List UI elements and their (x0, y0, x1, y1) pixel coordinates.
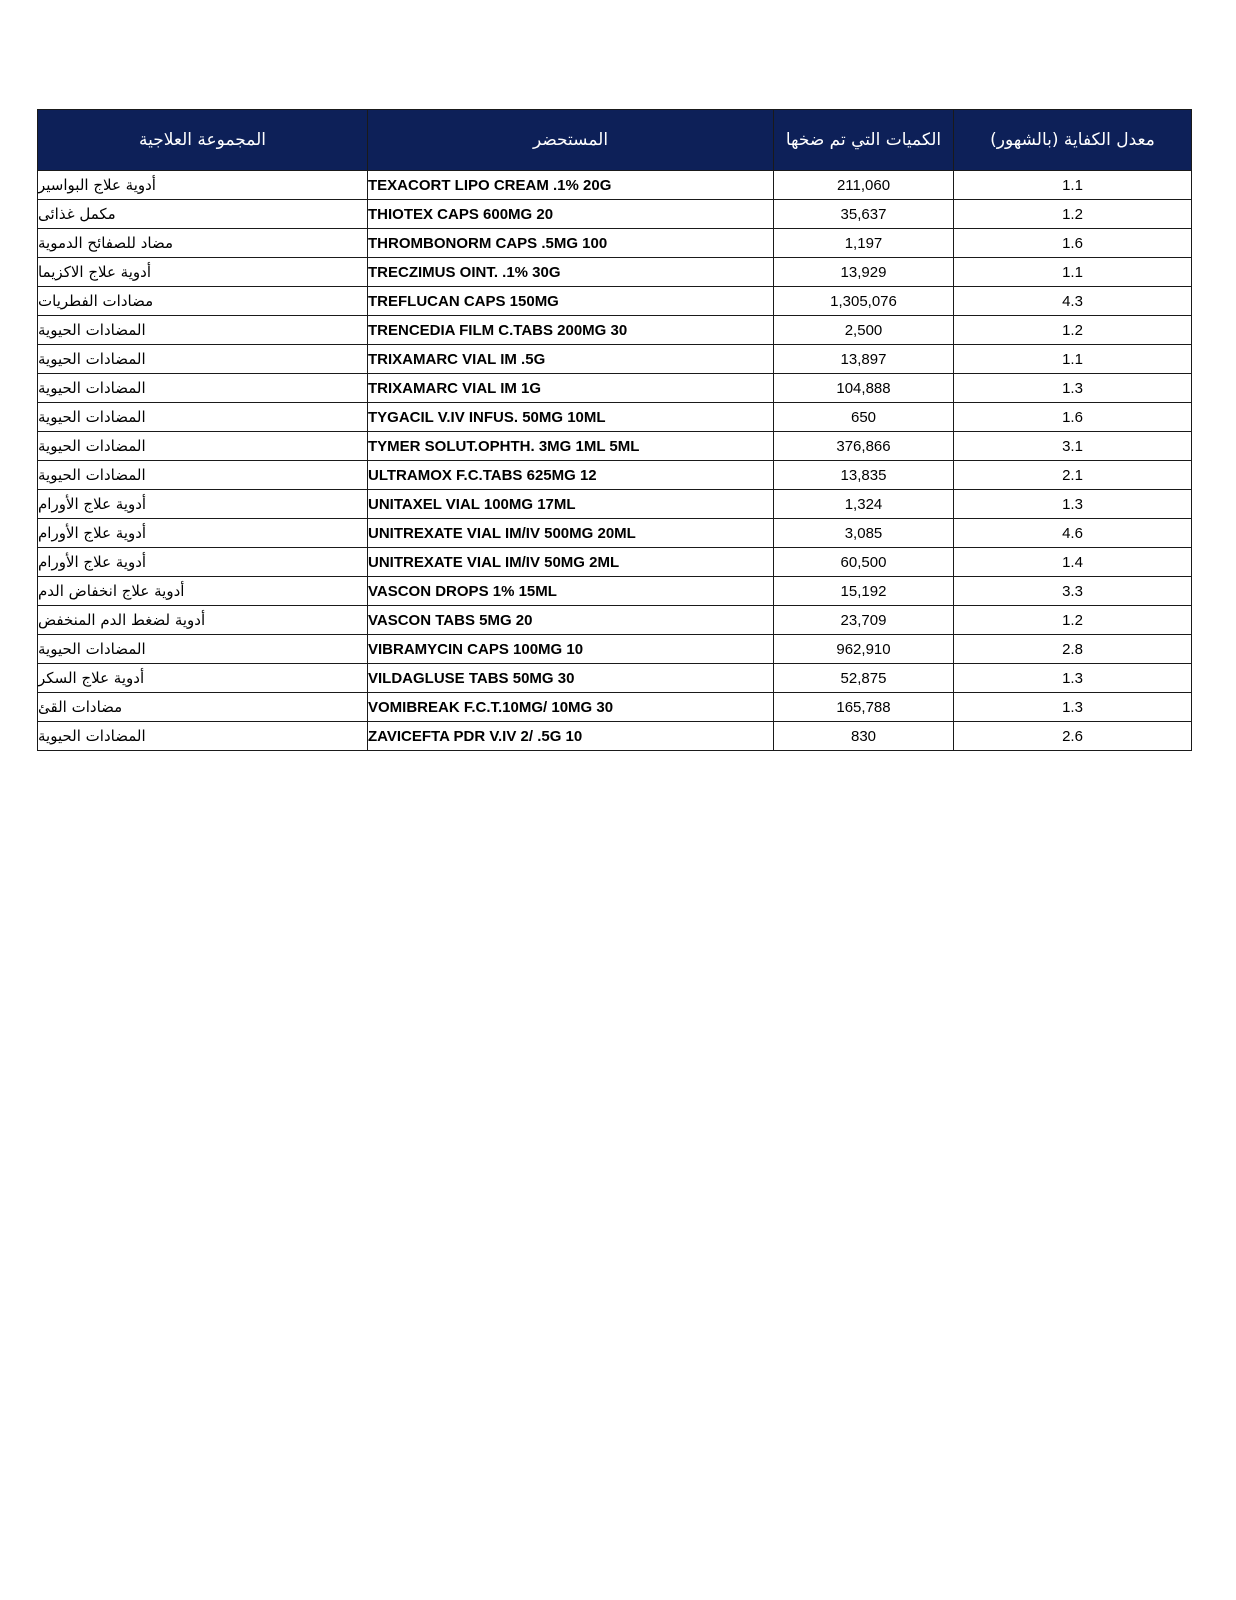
table-row (38, 432, 1192, 461)
quantity-cell: 13,835 (774, 461, 954, 490)
therapeutic-group-cell: أدوية علاج الأورام (38, 490, 368, 519)
sufficiency-rate-cell: 1.1 (954, 258, 1192, 287)
therapeutic-group-cell: مضاد للصفائح الدموية (38, 229, 368, 258)
product-name-cell: VASCON DROPS 1% 15ML (368, 577, 774, 606)
sufficiency-rate-cell: 1.2 (954, 200, 1192, 229)
header-sufficiency-rate: معدل الكفاية (بالشهور) (954, 110, 1192, 171)
therapeutic-group-cell: المضادات الحيوية (38, 345, 368, 374)
sufficiency-rate-cell: 2.6 (954, 722, 1192, 751)
product-name-cell: TRENCEDIA FILM C.TABS 200MG 30 (368, 316, 774, 345)
product-name-cell: UNITAXEL VIAL 100MG 17ML (368, 490, 774, 519)
quantity-cell: 104,888 (774, 374, 954, 403)
therapeutic-group-cell: مكمل غذائى (38, 200, 368, 229)
product-name-cell: TREFLUCAN CAPS 150MG (368, 287, 774, 316)
product-name-cell: VOMIBREAK F.C.T.10MG/ 10MG 30 (368, 693, 774, 722)
therapeutic-group-cell: المضادات الحيوية (38, 403, 368, 432)
quantity-cell: 962,910 (774, 635, 954, 664)
header-product: المستحضر (368, 110, 774, 171)
therapeutic-group-cell: أدوية علاج الاكزيما (38, 258, 368, 287)
therapeutic-group-cell: المضادات الحيوية (38, 374, 368, 403)
sufficiency-rate-cell: 1.1 (954, 171, 1192, 200)
table-row (38, 635, 1192, 664)
therapeutic-group-cell: أدوية علاج انخفاض الدم (38, 577, 368, 606)
sufficiency-rate-cell: 1.2 (954, 316, 1192, 345)
table-row (38, 287, 1192, 316)
quantity-cell: 2,500 (774, 316, 954, 345)
therapeutic-group-cell: أدوية علاج البواسير (38, 171, 368, 200)
quantity-cell: 60,500 (774, 548, 954, 577)
table-body (38, 171, 1192, 751)
sufficiency-rate-cell: 1.6 (954, 403, 1192, 432)
sufficiency-rate-cell: 4.6 (954, 519, 1192, 548)
therapeutic-group-cell: أدوية لضغط الدم المنخفض (38, 606, 368, 635)
table-header (38, 110, 1192, 171)
product-name-cell: ULTRAMOX F.C.TABS 625MG 12 (368, 461, 774, 490)
therapeutic-group-cell: المضادات الحيوية (38, 432, 368, 461)
table-row (38, 606, 1192, 635)
sufficiency-rate-cell: 2.1 (954, 461, 1192, 490)
table-row (38, 548, 1192, 577)
quantity-cell: 52,875 (774, 664, 954, 693)
sufficiency-rate-cell: 2.8 (954, 635, 1192, 664)
product-name-cell: TRIXAMARC VIAL IM .5G (368, 345, 774, 374)
quantity-cell: 1,305,076 (774, 287, 954, 316)
table-row (38, 258, 1192, 287)
sufficiency-rate-cell: 1.3 (954, 374, 1192, 403)
product-name-cell: VILDAGLUSE TABS 50MG 30 (368, 664, 774, 693)
product-name-cell: ZAVICEFTA PDR V.IV 2/ .5G 10 (368, 722, 774, 751)
sufficiency-rate-cell: 1.4 (954, 548, 1192, 577)
quantity-cell: 650 (774, 403, 954, 432)
therapeutic-group-cell: المضادات الحيوية (38, 316, 368, 345)
therapeutic-group-cell: المضادات الحيوية (38, 722, 368, 751)
product-name-cell: TYGACIL V.IV INFUS. 50MG 10ML (368, 403, 774, 432)
quantity-cell: 376,866 (774, 432, 954, 461)
therapeutic-group-cell: أدوية علاج الأورام (38, 519, 368, 548)
product-name-cell: TYMER SOLUT.OPHTH. 3MG 1ML 5ML (368, 432, 774, 461)
quantity-cell: 13,897 (774, 345, 954, 374)
product-name-cell: TRECZIMUS OINT. .1% 30G (368, 258, 774, 287)
sufficiency-rate-cell: 1.3 (954, 664, 1192, 693)
table-row (38, 577, 1192, 606)
quantity-cell: 830 (774, 722, 954, 751)
table-row (38, 693, 1192, 722)
therapeutic-group-cell: المضادات الحيوية (38, 635, 368, 664)
table-row (38, 200, 1192, 229)
table-row (38, 316, 1192, 345)
sufficiency-rate-cell: 1.1 (954, 345, 1192, 374)
quantity-cell: 211,060 (774, 171, 954, 200)
table-row (38, 461, 1192, 490)
quantity-cell: 3,085 (774, 519, 954, 548)
table-row (38, 403, 1192, 432)
product-name-cell: UNITREXATE VIAL IM/IV 50MG 2ML (368, 548, 774, 577)
drug-supply-table (37, 109, 1192, 751)
quantity-cell: 23,709 (774, 606, 954, 635)
sufficiency-rate-cell: 3.1 (954, 432, 1192, 461)
therapeutic-group-cell: مضادات الفطريات (38, 287, 368, 316)
table-row (38, 374, 1192, 403)
therapeutic-group-cell: مضادات القئ (38, 693, 368, 722)
table-row (38, 229, 1192, 258)
header-row (38, 110, 1192, 171)
product-name-cell: THROMBONORM CAPS .5MG 100 (368, 229, 774, 258)
quantity-cell: 165,788 (774, 693, 954, 722)
quantity-cell: 13,929 (774, 258, 954, 287)
product-name-cell: VASCON TABS 5MG 20 (368, 606, 774, 635)
therapeutic-group-cell: المضادات الحيوية (38, 461, 368, 490)
table-row (38, 664, 1192, 693)
product-name-cell: THIOTEX CAPS 600MG 20 (368, 200, 774, 229)
quantity-cell: 15,192 (774, 577, 954, 606)
header-therapeutic-group: المجموعة العلاجية (38, 110, 368, 171)
quantity-cell: 35,637 (774, 200, 954, 229)
table-row (38, 345, 1192, 374)
header-quantity-supplied: الكميات التي تم ضخها (774, 110, 954, 171)
therapeutic-group-cell: أدوية علاج السكر (38, 664, 368, 693)
product-name-cell: TRIXAMARC VIAL IM 1G (368, 374, 774, 403)
sufficiency-rate-cell: 1.2 (954, 606, 1192, 635)
table-row (38, 171, 1192, 200)
product-name-cell: TEXACORT LIPO CREAM .1% 20G (368, 171, 774, 200)
sufficiency-rate-cell: 1.3 (954, 490, 1192, 519)
sufficiency-rate-cell: 1.3 (954, 693, 1192, 722)
product-name-cell: VIBRAMYCIN CAPS 100MG 10 (368, 635, 774, 664)
quantity-cell: 1,324 (774, 490, 954, 519)
sufficiency-rate-cell: 1.6 (954, 229, 1192, 258)
table-row (38, 519, 1192, 548)
sufficiency-rate-cell: 3.3 (954, 577, 1192, 606)
table-row (38, 722, 1192, 751)
therapeutic-group-cell: أدوية علاج الأورام (38, 548, 368, 577)
product-name-cell: UNITREXATE VIAL IM/IV 500MG 20ML (368, 519, 774, 548)
sufficiency-rate-cell: 4.3 (954, 287, 1192, 316)
quantity-cell: 1,197 (774, 229, 954, 258)
table-row (38, 490, 1192, 519)
